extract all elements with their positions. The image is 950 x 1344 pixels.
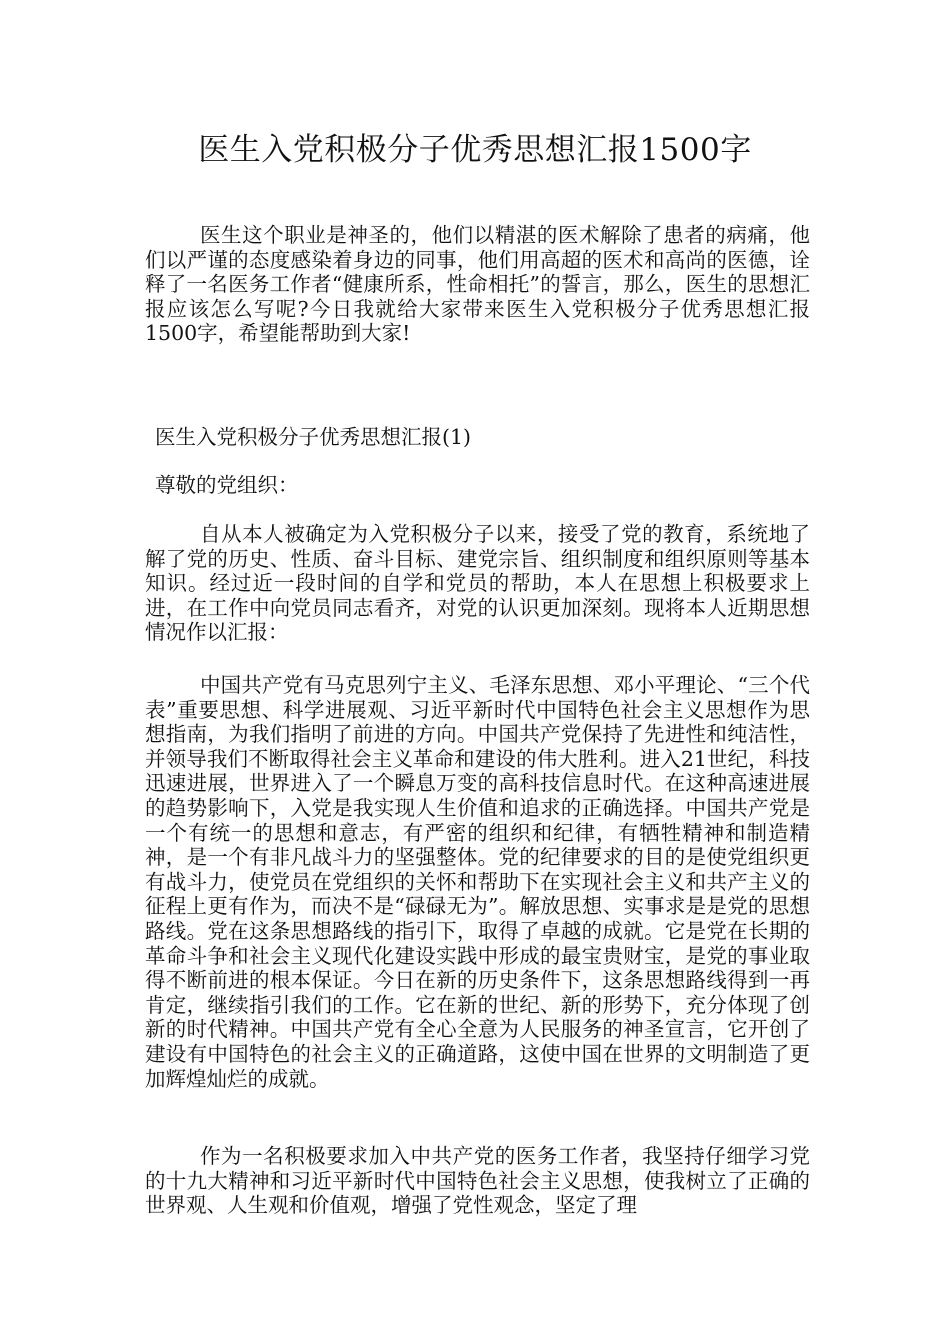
body-paragraph: 作为一名积极要求加入中共产党的医务工作者，我坚持仔细学习党的十九大精神和习近平新时代中国特色社会主义思想，使我树立了正确的世界观、人生观和价值观，增强了党性观念，坚定了理 <box>145 1144 810 1218</box>
body-paragraph: 自从本人被确定为入党积极分子以来，接受了党的教育，系统地了解了党的历史、性质、奋斗目标、建党宗旨、组织制度和组织原则等基本知识。经过近一段时间的自学和党员的帮助，本人在思想上积极要求上进，在工作中向党员同志看齐，对党的认识更加深刻。现将本人近期思想情况作以汇报： <box>145 522 810 645</box>
intro-paragraph: 医生这个职业是神圣的，他们以精湛的医术解除了患者的病痛，他们以严谨的态度感染着身边的同事，他们用高超的医术和高尚的医德，诠释了一名医务工作者“健康所系，性命相托”的誓言，那么，医生的思想汇报应该怎么写呢?今日我就给大家带来医生入党积极分子优秀思想汇报1500字，希望能帮助到大家! <box>145 223 810 346</box>
body-paragraph: 中国共产党有马克思列宁主义、毛泽东思想、邓小平理论、“三个代表”重要思想、科学进展观、习近平新时代中国特色社会主义思想作为思想指南，为我们指明了前进的方向。中国共产党保持了先进性和纯洁性，并领导我们不断取得社会主义革命和建设的伟大胜利。进入21世纪，科技迅速进展，世界进入了一个瞬息万变的高科技信息时代。在这种高速进展的趋势影响下，入党是我实现人生价值和追求的正确选择。中国共产党是一个有统一的思想和意志，有严密的组织和纪律，有牺牲精神和制造精神，是一个有非凡战斗力的坚强整体。党的纪律要求的目的是使党组织更有战斗力，使党员在党组织的关怀和帮助下在实现社会主义和共产主义的征程上更有作为，而决不是“碌碌无为”。解放思想、实事求是是党的思想路线。党在这条思想路线的指引下，取得了卓越的成就。它是党在长期的革命斗争和社会主义现代化建设实践中形成的最宝贵财宝，是党的事业取得不断前进的根本保证。今日在新的历史条件下，这条思想路线得到一再肯定，继续指引我们的工作。它在新的世纪、新的形势下，充分体现了创新的时代精神。中国共产党有全心全意为人民服务的神圣宣言，它开创了建设有中国特色的社会主义的正确道路，这使中国在世界的文明制造了更加辉煌灿烂的成就。 <box>145 673 810 1091</box>
document-title: 医生入党积极分子优秀思想汇报1500字 <box>198 132 752 168</box>
salutation: 尊敬的党组织： <box>155 473 299 497</box>
section-subheading: 医生入党积极分子优秀思想汇报(1) <box>155 425 472 449</box>
